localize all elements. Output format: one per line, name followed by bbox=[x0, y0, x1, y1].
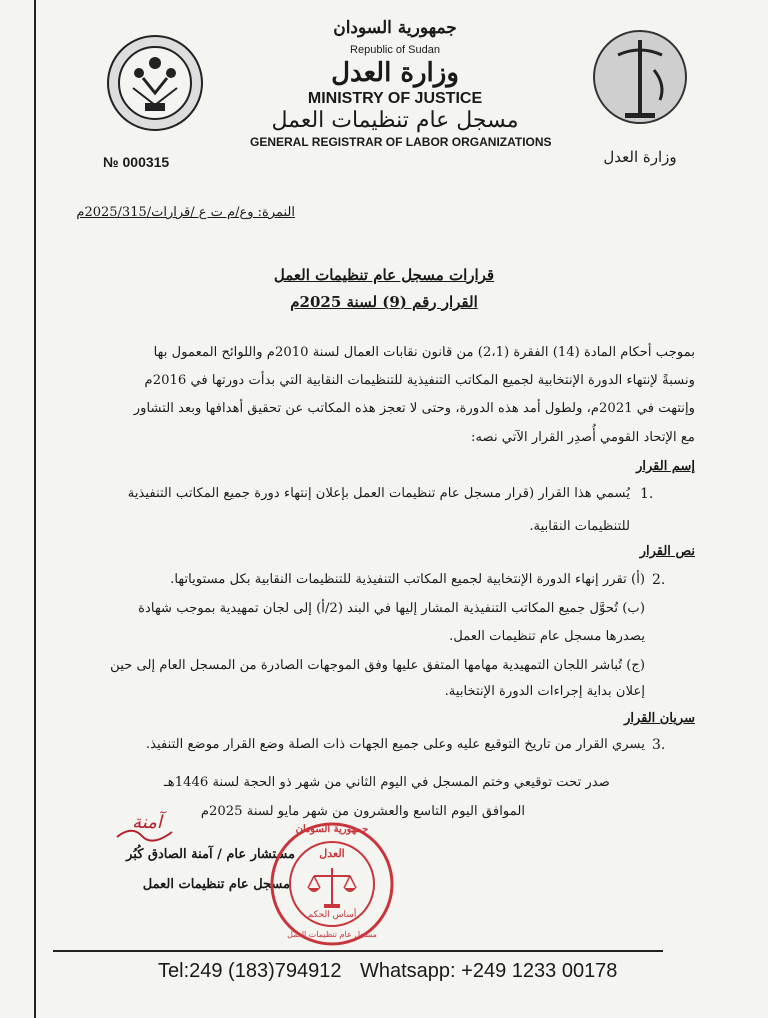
right-logo-caption: وزارة العدل bbox=[603, 148, 677, 166]
item-2-b-line-2: يصدرها مسجل عام تنظيمات العمل. bbox=[449, 629, 645, 644]
official-stamp bbox=[268, 820, 396, 948]
signature-stroke-icon bbox=[112, 822, 182, 844]
preamble-line-3: وإنتهت في 2021م، ولطول أمد هذه الدورة، وحتى لا تعجز هذه المكاتب عن تحقيق أهدافها وبعد التشاور bbox=[133, 401, 695, 416]
item-1-line-1: يُسمي هذا القرار (قرار مسجل عام تنظيمات العمل بإعلان إنتهاء دورة جميع المكاتب التنفيذية bbox=[127, 486, 630, 501]
section-heading-text: نص القرار bbox=[639, 544, 695, 559]
ministry-justice-scales-icon bbox=[590, 25, 690, 135]
left-border-line bbox=[34, 0, 36, 1018]
item-3-number: 3. bbox=[652, 737, 666, 753]
serial-number: № 000315 bbox=[103, 154, 170, 170]
stamp-top-text: جمهورية السودان bbox=[295, 824, 369, 835]
item-2-a: (أ) تقرر إنهاء الدورة الإنتخابية لجميع المكاتب التنفيذية للتنظيمات النقابية بكل مستوياتها. bbox=[170, 572, 645, 587]
preamble-line-2: ونسبةً لإنتهاء الدورة الإنتخابية لجميع المكاتب التنفيذية للتنظيمات النقابية التي بدأت دورتها في 2016م bbox=[144, 373, 695, 388]
footer-whatsapp: Whatsapp: +249 1233 00178 bbox=[360, 960, 618, 982]
decision-number: القرار رقم (9) لسنة 2025م bbox=[290, 293, 478, 311]
reference-number: النمرة: وع/م ت ع /قرارات/2025/315م bbox=[76, 205, 295, 220]
preamble-line-4: مع الإتحاد القومي أُصدِر القرار الآتي نصه: bbox=[471, 430, 695, 445]
ministry-english: MINISTRY OF JUSTICE bbox=[307, 90, 483, 107]
preamble-line-1: بموجب أحكام المادة (14) الفقرة (2،1) من قانون نقابات العمال لسنة 2010م واللوائح المعمول بها bbox=[153, 345, 695, 360]
registrar-arabic: مسجل عام تنظيمات العمل bbox=[271, 108, 519, 133]
republic-arabic: جمهورية السودان bbox=[333, 18, 457, 38]
item-3: يسري القرار من تاريخ التوقيع عليه وعلى جميع الجهات ذات الصلة وضع القرار موضع التنفيذ. bbox=[145, 737, 645, 752]
section-heading-effect: سريان القرار bbox=[624, 711, 695, 726]
item-1-number: 1. bbox=[640, 486, 654, 502]
footer-divider bbox=[53, 950, 663, 952]
issued-line-2: الموافق اليوم التاسع والعشرون من شهر مايو لسنة 2025م bbox=[200, 804, 525, 819]
signatory-position: مسجل عام تنظيمات العمل bbox=[142, 877, 290, 892]
stamp-middle-text: العدل bbox=[319, 847, 345, 860]
footer-telephone: Tel:249 (183)794912 bbox=[158, 960, 342, 982]
item-2-number: 2. bbox=[652, 572, 666, 588]
stamp-scales-icon bbox=[268, 820, 396, 948]
signatory-name: مستشار عام / آمنة الصادق كُبُر bbox=[126, 847, 295, 862]
ministry-arabic: وزارة العدل bbox=[331, 58, 459, 88]
item-2-c-line-2: إعلان بداية إجراءات الدورة الإنتخابية. bbox=[444, 684, 645, 699]
stamp-motto: أساس الحكم bbox=[307, 910, 357, 920]
item-2-b-line-1: (ب) تُحوَّل جميع المكاتب التنفيذية المشار إليها في البند (2/أ) إلى لجان تمهيدية بموجب شهادة bbox=[138, 601, 645, 616]
decision-title: قرارات مسجل عام تنظيمات العمل bbox=[273, 266, 495, 284]
item-2-c-line-1: (ج) تُباشر اللجان التمهيدية مهامها المتفق عليها وفق الموجهات الصادرة من المسجل العام إلى حين bbox=[110, 658, 645, 673]
handwritten-signature: آمنة bbox=[132, 812, 162, 833]
labor-registrar-emblem-icon bbox=[105, 33, 205, 133]
item-1-line-2: للتنظيمات النقابية. bbox=[529, 519, 630, 534]
stamp-bottom-text: مسجل عام تنظيمات العمل bbox=[287, 930, 377, 939]
section-heading-name: إسم القرار bbox=[636, 459, 695, 474]
republic-english: Republic of Sudan bbox=[350, 44, 440, 56]
registrar-english: GENERAL REGISTRAR OF LABOR ORGANIZATIONS bbox=[250, 135, 552, 149]
issued-line-1: صدر تحت توقيعي وختم المسجل في اليوم الثاني من شهر ذو الحجة لسنة 1446هـ bbox=[163, 775, 610, 790]
